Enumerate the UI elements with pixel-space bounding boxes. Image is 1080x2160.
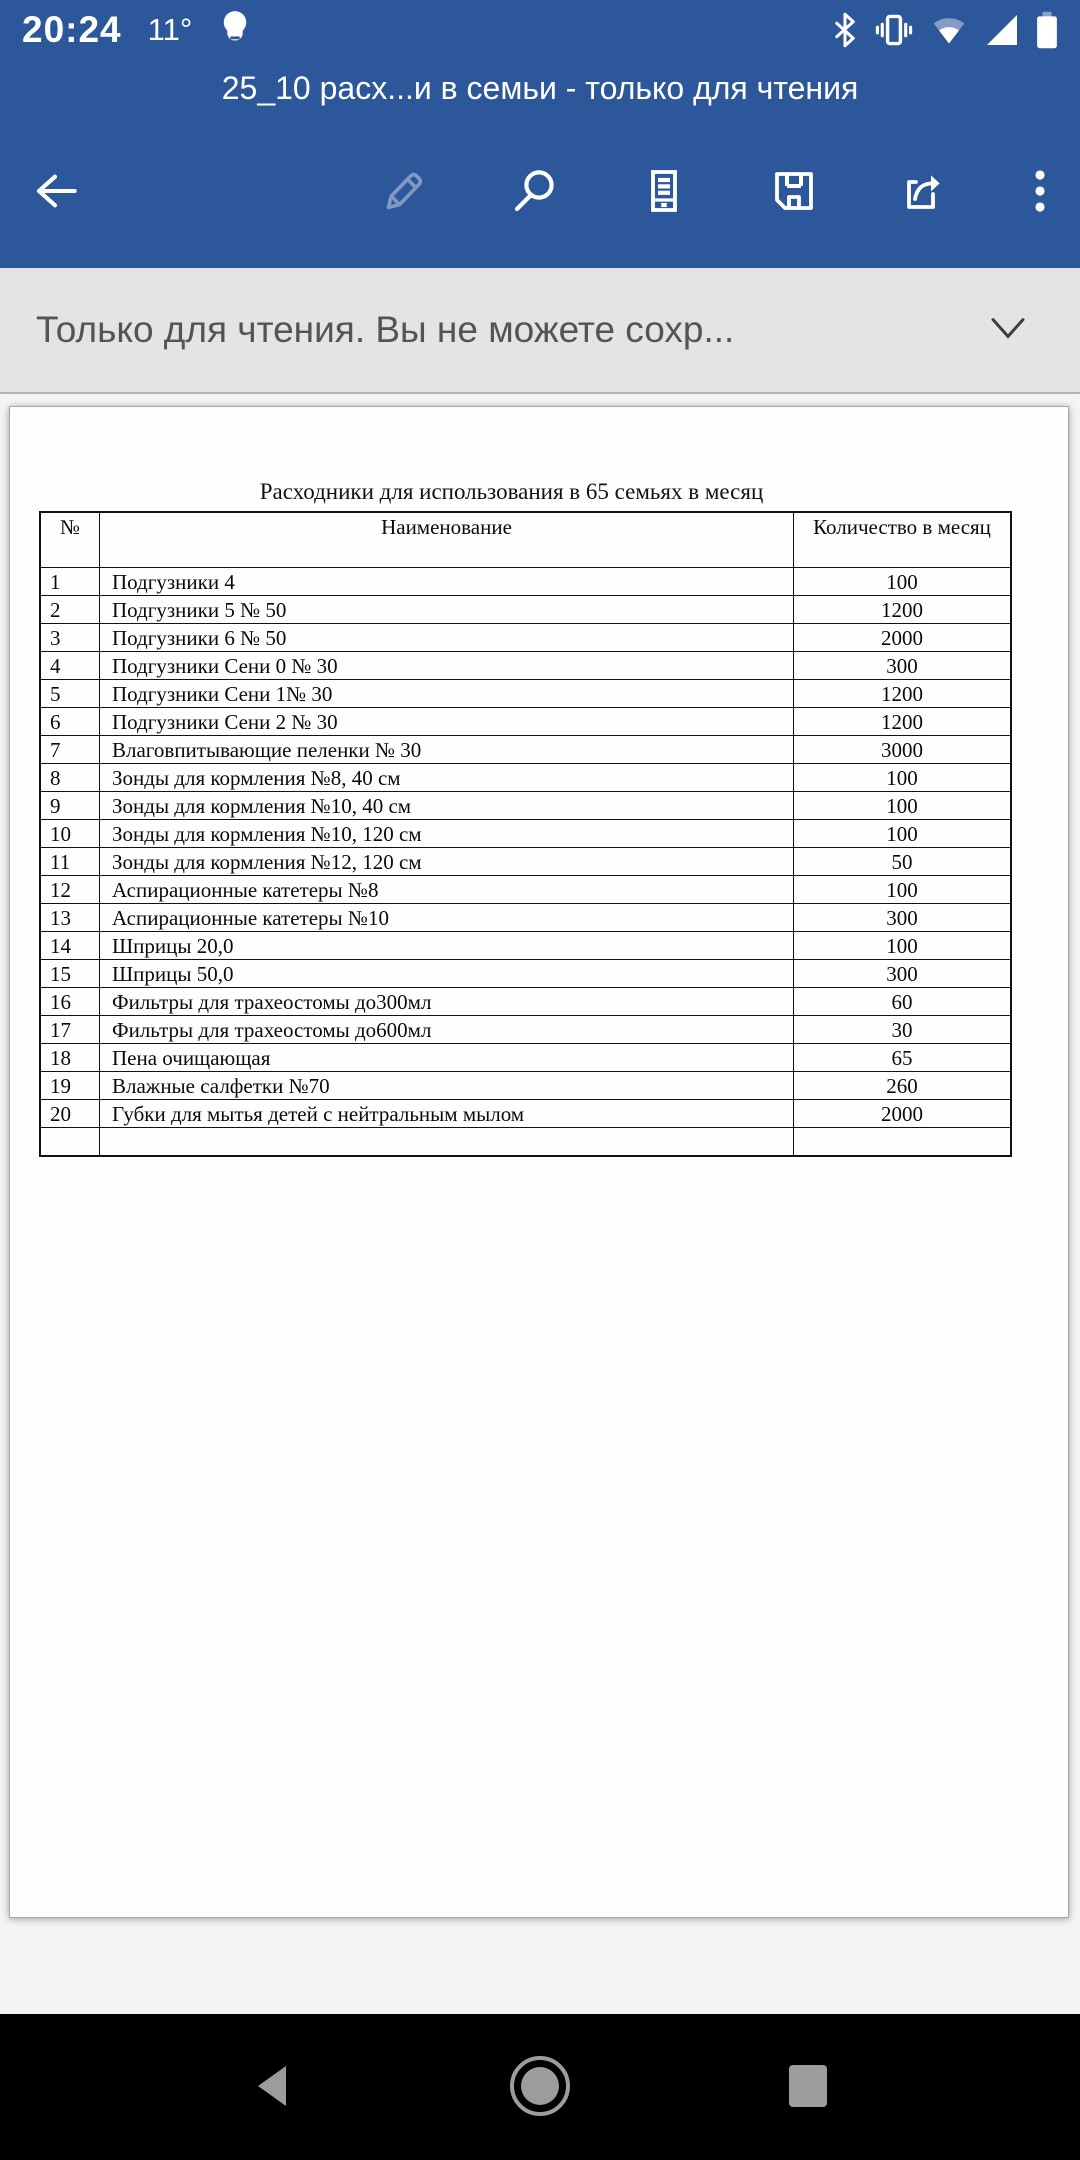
- row-number-cell: 4: [40, 652, 100, 680]
- item-name-cell: Шприцы 50,0: [100, 960, 794, 988]
- item-name-cell: Шприцы 20,0: [100, 932, 794, 960]
- row-number-cell: 3: [40, 624, 100, 652]
- wifi-icon: [930, 12, 968, 48]
- row-number-cell: 15: [40, 960, 100, 988]
- quantity-cell: 100: [794, 932, 1012, 960]
- item-name-cell: Аспирационные катетеры №10: [100, 904, 794, 932]
- table-row: [40, 820, 1011, 848]
- bluetooth-icon: [832, 12, 858, 48]
- nav-home-button[interactable]: [508, 2054, 572, 2121]
- nav-home-icon: [508, 2106, 572, 2121]
- nav-back-button[interactable]: [250, 2062, 294, 2113]
- table-row: [40, 680, 1011, 708]
- row-number-cell: 13: [40, 904, 100, 932]
- share-icon: [900, 167, 948, 218]
- mobile-view-icon: [640, 167, 688, 218]
- share-button[interactable]: [900, 167, 948, 218]
- quantity-cell: 1200: [794, 596, 1012, 624]
- quantity-cell: 100: [794, 820, 1012, 848]
- table-header-row: [40, 512, 1011, 568]
- quantity-cell: 50: [794, 848, 1012, 876]
- quantity-cell: [794, 1128, 1012, 1157]
- table-row: [40, 1016, 1011, 1044]
- item-name-cell: Влаговпитывающие пеленки № 30: [100, 736, 794, 764]
- status-bar-right: [832, 11, 1058, 49]
- quantity-cell: 65: [794, 1044, 1012, 1072]
- table-row: [40, 792, 1011, 820]
- quantity-cell: 100: [794, 568, 1012, 596]
- quantity-cell: 100: [794, 876, 1012, 904]
- clock: 20:24: [22, 9, 122, 50]
- quantity-cell: 300: [794, 652, 1012, 680]
- row-number-cell: 16: [40, 988, 100, 1016]
- cell-signal-icon: [984, 12, 1020, 48]
- item-name-cell: Зонды для кормления №10, 40 см: [100, 792, 794, 820]
- item-name-cell: Подгузники 4: [100, 568, 794, 596]
- android-nav-bar: [0, 2014, 1080, 2160]
- item-name-cell: Влажные салфетки №70: [100, 1072, 794, 1100]
- consumables-table: [39, 511, 1012, 1157]
- quantity-cell: 1200: [794, 680, 1012, 708]
- row-number-cell: [40, 1128, 100, 1157]
- item-name-cell: Зонды для кормления №8, 40 см: [100, 764, 794, 792]
- notification-bulb-icon: [218, 9, 252, 52]
- quantity-cell: 3000: [794, 736, 1012, 764]
- row-number-cell: 20: [40, 1100, 100, 1128]
- table-row: [40, 1072, 1011, 1100]
- chevron-down-icon: [988, 314, 1028, 347]
- table-row: [40, 932, 1011, 960]
- temperature: 11°: [147, 12, 193, 47]
- table-row: [40, 736, 1011, 764]
- row-number-cell: 11: [40, 848, 100, 876]
- search-icon: [510, 167, 558, 218]
- row-number-cell: 1: [40, 568, 100, 596]
- quantity-cell: 30: [794, 1016, 1012, 1044]
- row-number-cell: 18: [40, 1044, 100, 1072]
- quantity-cell: 100: [794, 792, 1012, 820]
- document-page: [9, 406, 1069, 1918]
- row-number-cell: 5: [40, 680, 100, 708]
- row-number-cell: 17: [40, 1016, 100, 1044]
- item-name-cell: Фильтры для трахеостомы до600мл: [100, 1016, 794, 1044]
- doc-table-body: [40, 568, 1011, 1157]
- item-name-cell: Фильтры для трахеостомы до300мл: [100, 988, 794, 1016]
- item-name-cell: Подгузники 5 № 50: [100, 596, 794, 624]
- row-number-cell: 7: [40, 736, 100, 764]
- status-bar: [0, 0, 1080, 60]
- item-name-cell: Подгузники Сени 1№ 30: [100, 680, 794, 708]
- row-number-cell: 14: [40, 932, 100, 960]
- table-row: [40, 848, 1011, 876]
- quantity-cell: 260: [794, 1072, 1012, 1100]
- item-name-cell: Подгузники Сени 0 № 30: [100, 652, 794, 680]
- nav-back-icon: [250, 2098, 294, 2113]
- quantity-cell: 2000: [794, 624, 1012, 652]
- quantity-cell: 100: [794, 764, 1012, 792]
- row-number-cell: 12: [40, 876, 100, 904]
- quantity-cell: 2000: [794, 1100, 1012, 1128]
- pencil-icon: [380, 167, 428, 218]
- overflow-menu-button[interactable]: [1030, 167, 1050, 218]
- table-row: [40, 988, 1011, 1016]
- table-row: [40, 1044, 1011, 1072]
- table-row: [40, 876, 1011, 904]
- row-number-cell: 9: [40, 792, 100, 820]
- toolbar: [0, 116, 1080, 268]
- overflow-menu-icon: [1030, 167, 1050, 218]
- status-bar-left: [22, 9, 252, 52]
- readonly-banner-text: Только для чтения. Вы не можете сохр...: [36, 309, 735, 350]
- row-number-cell: 19: [40, 1072, 100, 1100]
- table-row: [40, 764, 1011, 792]
- arrow-left-icon: [30, 169, 80, 216]
- row-number-cell: 6: [40, 708, 100, 736]
- title-bar: [0, 60, 1080, 116]
- readonly-banner[interactable]: [0, 268, 1080, 394]
- column-header-name: Наименование: [100, 512, 794, 568]
- row-number-cell: 2: [40, 596, 100, 624]
- table-row: [40, 568, 1011, 596]
- table-row: [40, 960, 1011, 988]
- window-title: 25_10 расх...и в семьи - только для чтения: [221, 69, 859, 106]
- item-name-cell: [100, 1128, 794, 1157]
- quantity-cell: 1200: [794, 708, 1012, 736]
- table-row: [40, 708, 1011, 736]
- document-viewport[interactable]: [0, 396, 1080, 2014]
- item-name-cell: Зонды для кормления №10, 120 см: [100, 820, 794, 848]
- save-icon: [770, 167, 818, 218]
- item-name-cell: Зонды для кормления №12, 120 см: [100, 848, 794, 876]
- table-row: [40, 596, 1011, 624]
- table-row: [40, 652, 1011, 680]
- item-name-cell: Пена очищающая: [100, 1044, 794, 1072]
- column-header-number: №: [40, 512, 100, 568]
- table-row: [40, 1128, 1011, 1157]
- item-name-cell: Подгузники Сени 2 № 30: [100, 708, 794, 736]
- table-row: [40, 904, 1011, 932]
- table-row: [40, 1100, 1011, 1128]
- item-name-cell: Губки для мытья детей с нейтральным мылом: [100, 1100, 794, 1128]
- item-name-cell: Подгузники 6 № 50: [100, 624, 794, 652]
- battery-icon: [1036, 11, 1058, 49]
- quantity-cell: 300: [794, 904, 1012, 932]
- edit-button[interactable]: [380, 167, 428, 218]
- nav-recents-icon: [786, 2098, 830, 2113]
- row-number-cell: 10: [40, 820, 100, 848]
- table-row: [40, 624, 1011, 652]
- item-name-cell: Аспирационные катетеры №8: [100, 876, 794, 904]
- save-button[interactable]: [770, 167, 818, 218]
- table-caption: Расходники для использования в 65 семьях в месяц: [259, 479, 764, 504]
- nav-recents-button[interactable]: [786, 2062, 830, 2113]
- search-button[interactable]: [510, 167, 558, 218]
- row-number-cell: 8: [40, 764, 100, 792]
- column-header-quantity: Количество в месяц: [794, 512, 1012, 568]
- toolbar-actions: [380, 167, 1050, 218]
- back-button[interactable]: [30, 169, 80, 216]
- quantity-cell: 300: [794, 960, 1012, 988]
- quantity-cell: 60: [794, 988, 1012, 1016]
- mobile-view-button[interactable]: [640, 167, 688, 218]
- vibrate-icon: [874, 12, 914, 48]
